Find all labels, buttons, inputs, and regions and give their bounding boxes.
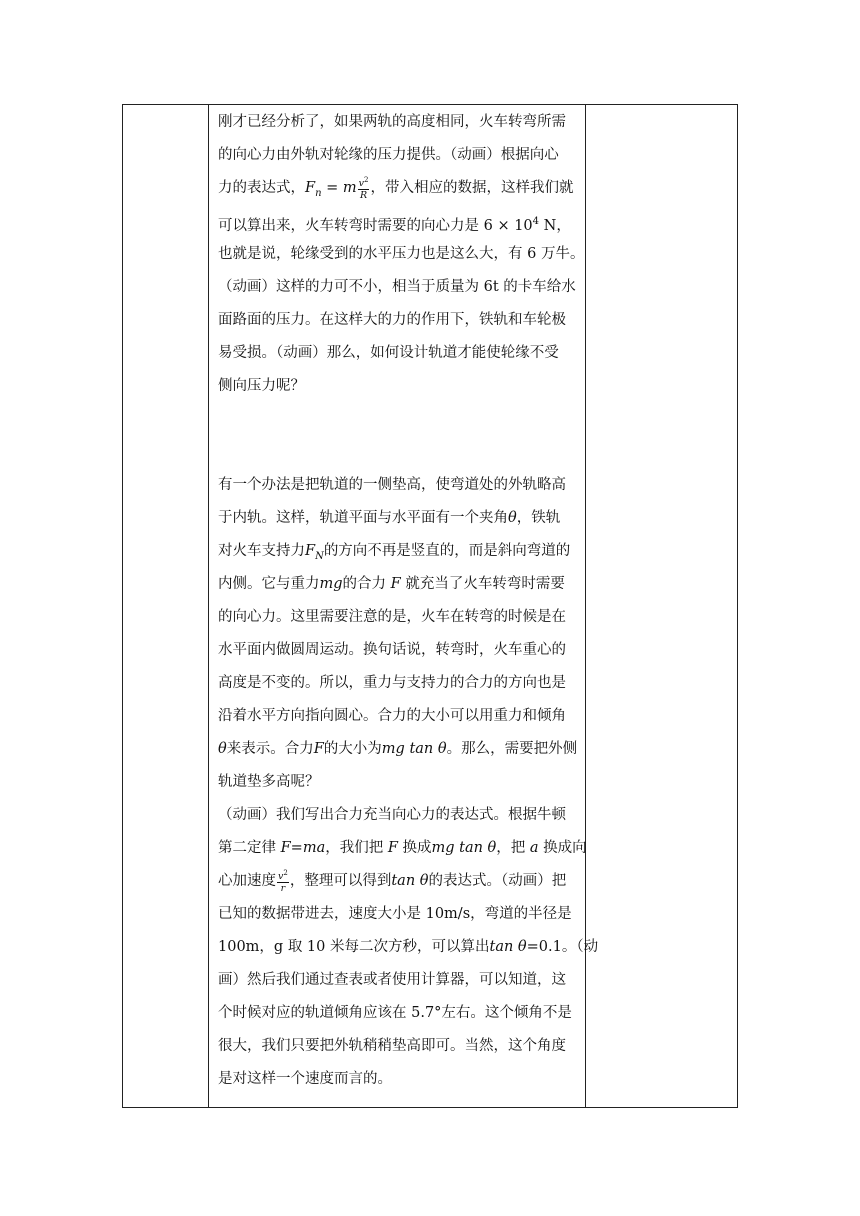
text-line-formula bbox=[218, 172, 578, 205]
text-span: 的大小为 bbox=[323, 741, 382, 757]
text-line: 已知的数据带进去，速度大小是 10m/s，弯道的半径是 bbox=[218, 906, 572, 922]
math-symbol: v bbox=[278, 871, 284, 882]
text-span: 对火车支持力 bbox=[218, 543, 305, 559]
text-span: ，把 bbox=[496, 840, 526, 856]
fraction-denominator: r bbox=[280, 883, 286, 894]
text-span: ，铁轨 bbox=[516, 510, 561, 526]
text-span: =0.1。（动 bbox=[526, 939, 599, 955]
text-line: 也就是说，轮缘受到的水平压力也是这么大，有 6 万牛。 bbox=[218, 246, 585, 262]
text-line: 的向心力由外轨对轮缘的压力提供。（动画）根据向心 bbox=[218, 147, 559, 163]
text-line-formula bbox=[218, 568, 578, 601]
text-line: 水平面内做圆周运动。换句话说，转弯时，火车重心的 bbox=[218, 642, 566, 658]
math-F: F bbox=[313, 741, 324, 757]
text-line: 有一个办法是把轨道的一侧垫高，使弯道处的外轨略高 bbox=[218, 477, 566, 493]
math-symbol: m bbox=[342, 180, 357, 196]
math-F: F bbox=[387, 840, 398, 856]
text-line: 侧向压力呢？ bbox=[218, 378, 305, 394]
text-line-formula bbox=[218, 931, 599, 964]
text-span: 。那么，需要把外侧 bbox=[446, 741, 578, 757]
text-line: （动画）这样的力可不小，相当于质量为 6t 的卡车给水 bbox=[218, 279, 576, 295]
math-subscript: n bbox=[315, 187, 322, 199]
text-span: 换成向 bbox=[543, 840, 587, 856]
text-span: 于内轨。这样，轨道平面与水平面有一个夹角 bbox=[218, 510, 508, 526]
text-span: ，带入相应的数据，这样我们就 bbox=[370, 180, 574, 196]
text-line-formula bbox=[218, 535, 578, 568]
math-symbol: F bbox=[305, 180, 316, 196]
text-line: 轨道垫多高呢？ bbox=[218, 774, 320, 790]
text-line-formula bbox=[218, 205, 578, 238]
text-line: 个时候对应的轨道倾角应该在 5.7°左右。这个倾角不是 bbox=[218, 1005, 572, 1021]
text-line: 画）然后我们通过查表或者使用计算器，可以知道，这 bbox=[218, 972, 566, 988]
formula-force-value bbox=[484, 218, 539, 234]
text-line-formula bbox=[218, 502, 578, 535]
math-mg-tan-theta: mg tan θ bbox=[431, 840, 497, 856]
math-newton-law: F=ma bbox=[280, 840, 326, 856]
text-line-formula bbox=[218, 865, 578, 898]
paragraph-gap bbox=[218, 436, 578, 469]
text-span: N， bbox=[543, 218, 571, 234]
text-line: 的向心力。这里需要注意的是，火车在转弯的时候是在 bbox=[218, 609, 566, 625]
math-number: 6 × 10 bbox=[483, 218, 533, 234]
text-line: 是对这样一个速度而言的。 bbox=[218, 1071, 392, 1087]
text-span: 100m，g 取 10 米每二次方秒，可以算出 bbox=[218, 939, 490, 955]
fraction-v2-over-r bbox=[277, 868, 289, 894]
math-a: a bbox=[529, 840, 539, 856]
math-exponent: 4 bbox=[532, 216, 540, 227]
text-span: 心加速度 bbox=[218, 873, 276, 889]
text-span: 力的表达式， bbox=[218, 180, 305, 196]
text-line: 面路面的压力。在这样大的力的作用下，铁轨和车轮极 bbox=[218, 312, 566, 328]
math-F: F bbox=[390, 576, 401, 592]
math-exponent: 2 bbox=[364, 176, 369, 184]
math-subscript: N bbox=[315, 550, 324, 562]
text-line: 易受损。（动画）那么，如何设计轨道才能使轮缘不受 bbox=[218, 345, 559, 361]
text-span: 的表达式。（动画）把 bbox=[428, 873, 567, 889]
text-span: 内侧。它与重力 bbox=[218, 576, 320, 592]
paragraph-gap bbox=[218, 403, 578, 436]
text-span: 来表示。合力 bbox=[226, 741, 314, 757]
text-line: 高度是不变的。所以，重力与支持力的合力的方向也是 bbox=[218, 675, 566, 691]
math-fn-normal bbox=[305, 543, 324, 562]
formula-fn bbox=[305, 176, 370, 201]
math-mg: mg bbox=[319, 576, 343, 592]
text-line: 刚才已经分析了，如果两轨的高度相同，火车转弯所需 bbox=[218, 114, 566, 130]
table-column-content bbox=[209, 105, 599, 1107]
math-tan-theta: tan θ bbox=[391, 873, 429, 889]
text-span: ，我们把 bbox=[325, 840, 384, 856]
math-mg-tan-theta: mg tan θ bbox=[381, 741, 447, 757]
text-span: 的方向不再是竖直的，而是斜向弯道的 bbox=[323, 543, 571, 559]
lesson-table bbox=[122, 104, 738, 1108]
math-symbol: v bbox=[358, 178, 365, 189]
text-line: 很大，我们只要把外轨稍稍垫高即可。当然，这个角度 bbox=[218, 1038, 566, 1054]
math-operator: = bbox=[321, 180, 343, 196]
text-line-formula bbox=[218, 832, 587, 865]
text-span: 第二定律 bbox=[218, 840, 276, 856]
math-symbol: F bbox=[305, 543, 316, 559]
text-line: 沿着水平方向指向圆心。合力的大小可以用重力和倾角 bbox=[218, 708, 566, 724]
math-theta: θ bbox=[218, 741, 227, 757]
fraction-numerator bbox=[358, 175, 370, 190]
text-span: ，整理可以得到 bbox=[289, 873, 392, 889]
text-span: 可以算出来，火车转弯时需要的向心力是 bbox=[218, 218, 479, 234]
text-line: （动画）我们写出合力充当向心力的表达式。根据牛顿 bbox=[218, 807, 566, 823]
table-column-right bbox=[586, 105, 737, 1107]
math-exponent: 2 bbox=[283, 869, 288, 877]
text-span: 就充当了火车转弯时需要 bbox=[405, 576, 565, 592]
table-column-left bbox=[123, 105, 209, 1107]
text-span: 的合力 bbox=[342, 576, 387, 592]
text-span: 换成 bbox=[402, 840, 432, 856]
math-tan-theta: tan θ bbox=[489, 939, 527, 955]
fraction-v2-over-R bbox=[358, 175, 370, 201]
fraction-numerator bbox=[277, 868, 289, 883]
text-line-formula bbox=[218, 733, 578, 766]
fraction-denominator: R bbox=[359, 190, 368, 201]
math-theta: θ bbox=[508, 510, 517, 526]
